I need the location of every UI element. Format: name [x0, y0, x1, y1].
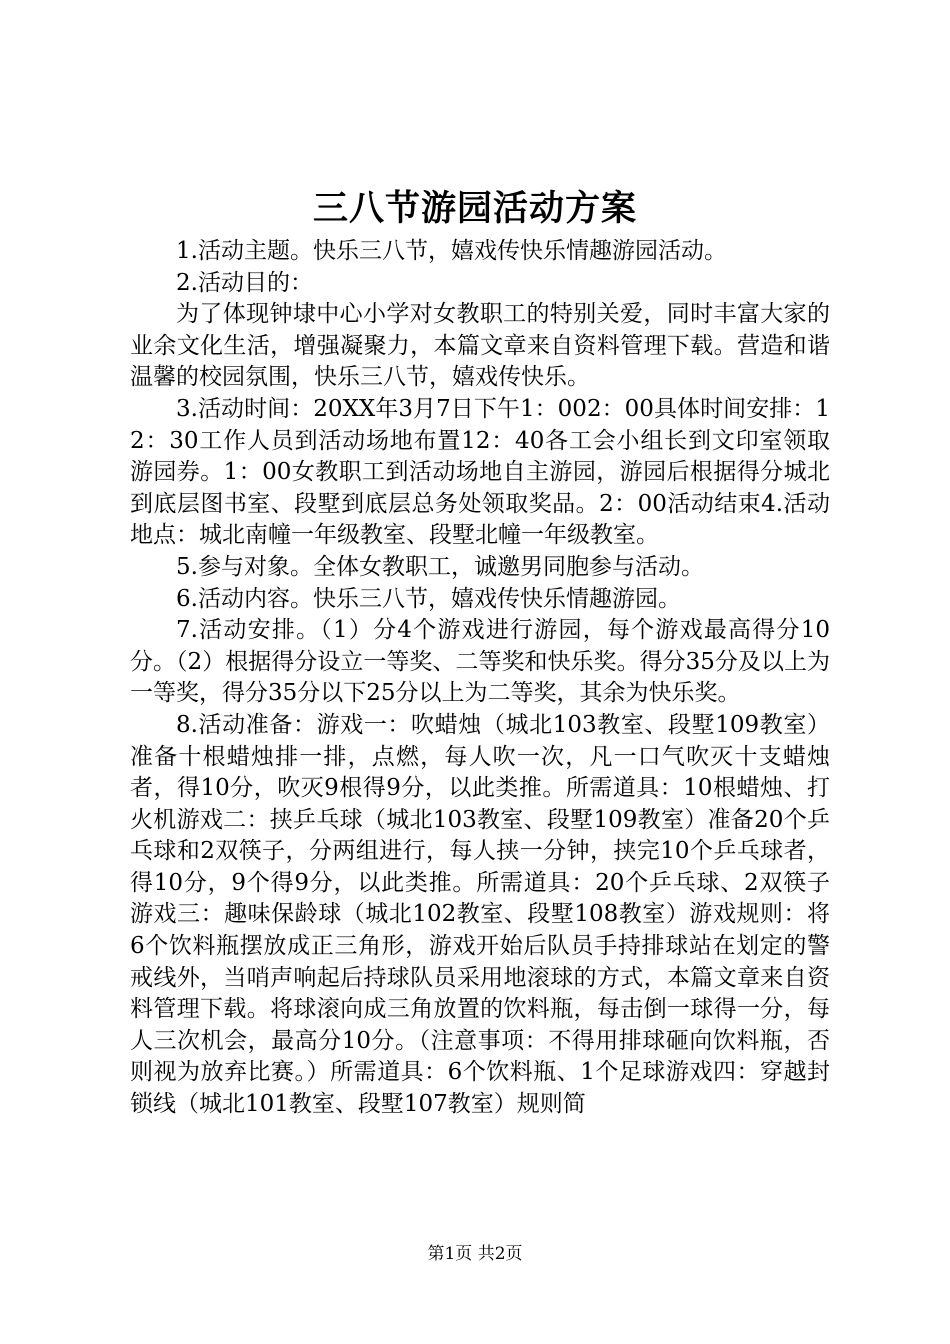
paragraph-theme: 1.活动主题。快乐三八节，嬉戏传快乐情趣游园活动。 — [176, 238, 727, 264]
paragraph-time: 3.活动时间：20XX年3月7日下午1：002：00具体时间安排：12：30工作人员到活动场地布置12：40各工会小组长到文印室领取游园券。1：00女教职工到活动场地自主游园，游园后根据得分城北到底层图书室、段墅到底层总务处领取奖品。2：00活动结束4.活动地点：城北南幢一年级教室、段墅北幢一年级教室。 — [130, 395, 830, 549]
paragraph-arrangement: 7.活动安排。（1）分4个游戏进行游园，每个游戏最高得分10分。（2）根据得分设立一等奖、二等奖和快乐奖。得分35分及以上为一等奖，得分35分以下25分以上为二等奖，其余为快乐奖。 — [130, 617, 830, 707]
paragraph-purpose: 为了体现钟埭中心小学对女教职工的特别关爱，同时丰富大家的业余文化生活，增强凝聚力，本篇文章来自资料管理下载。营造和谐温馨的校园氛围，快乐三八节，嬉戏传快乐。 — [130, 301, 830, 391]
paragraph-purpose-heading: 2.活动目的： — [176, 269, 313, 296]
page-title: 三八节游园活动方案 — [312, 188, 637, 229]
document-body — [130, 236, 830, 1186]
paragraph-content: 6.活动内容。快乐三八节，嬉戏传快乐情趣游园。 — [176, 585, 681, 612]
paragraph-preparation: 8.活动准备：游戏一：吹蜡烛（城北103教室、段墅109教室）准备十根蜡烛排一排，点燃，每人吹一次，凡一口气吹灭十支蜡烛者，得10分，吹灭9根得9分，以此类推。所需道具：10根蜡烛、打火机游戏二：挟乒乓球（城北103教室、段墅109教室）准备20个乒乓球和2双筷子，分两组进行，每人挟一分钟，挟完10个乒乓球者，得10分，9个得9分，以此类推。所需道具：20个乒乓球、2双筷子游戏三：趣味保龄球（城北102教室、段墅108教室）游戏规则：将6个饮料瓶摆放成正三角形，游戏开始后队员手持排球站在划定的警戒线外，当哨声响起后持球队员采用地滚球的方式，本篇文章来自资料管理下载。将球滚向成三角放置的饮料瓶，每击倒一球得一分，每人三次机会，最高分10分。（注意事项：不得用排球砸向饮料瓶，否则视为放弃比赛。）所需道具：6个饮料瓶、1个足球游戏四：穿越封锁线（城北101教室、段墅107教室）规则简 — [130, 711, 830, 1118]
page-number-footer: 第1页 共2页 — [427, 1244, 523, 1264]
paragraph-participants: 5.参与对象。全体女教职工，诚邀男同胞参与活动。 — [176, 553, 704, 580]
